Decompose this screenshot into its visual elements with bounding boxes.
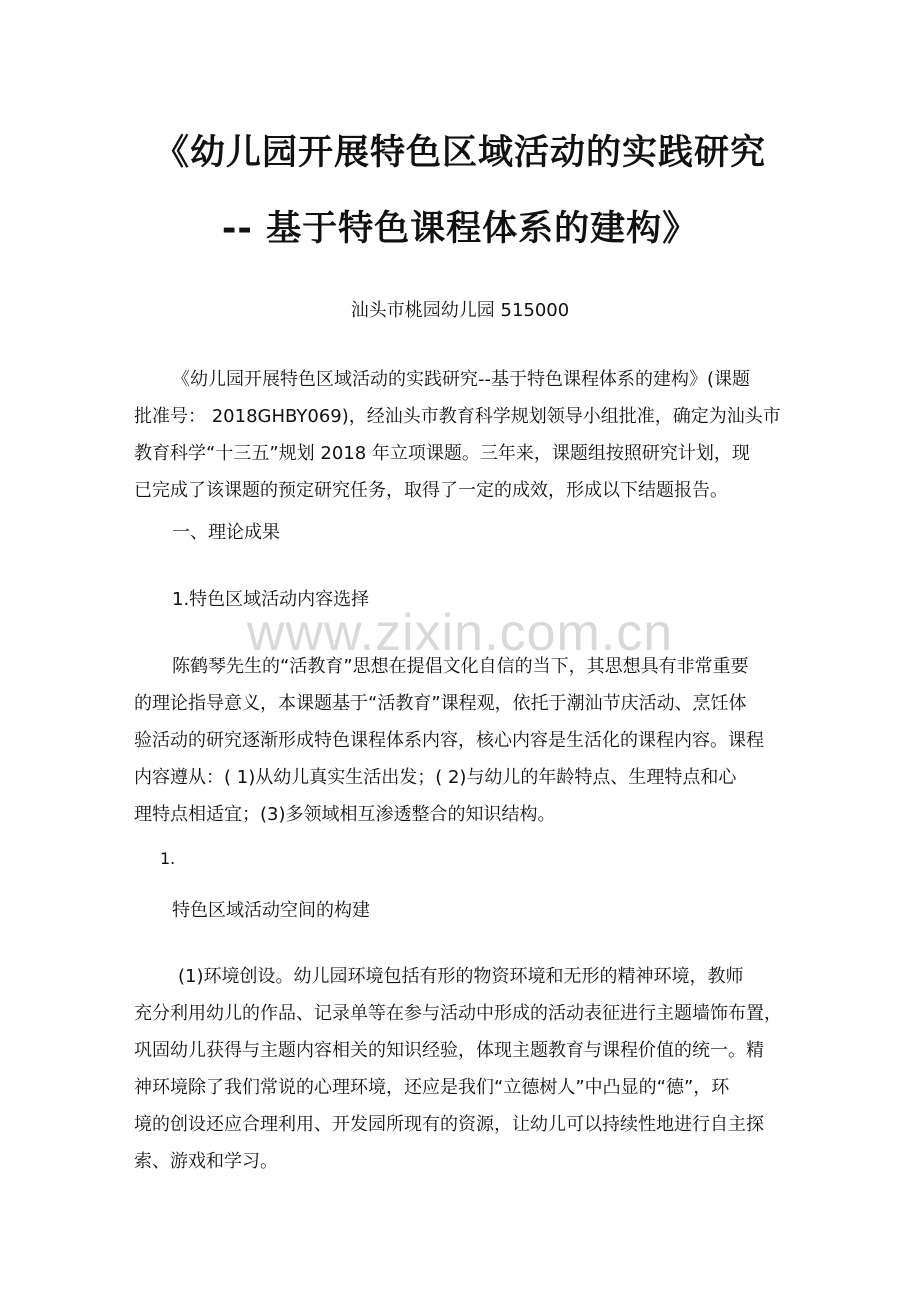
paragraph-line: 陈鹤琴先生的“活教育”思想在提倡文化自信的当下，其思想具有非常重要 <box>172 656 749 677</box>
watermark: www.zixin.com.cn <box>246 604 674 662</box>
intro-line: 教育科学“十三五”规划 2018 年立项课题。三年来，课题组按照研究计划，现 <box>134 443 750 464</box>
document-title-line-1: 《幼儿园开展特色区域活动的实践研究 <box>153 133 766 173</box>
paragraph-line: 巩固幼儿获得与主题内容相关的知识经验，体现主题教育与课程价值的统一。精 <box>134 1040 764 1061</box>
paragraph-line: 境的创设还应合理利用、开发园所现有的资源，让幼儿可以持续性地进行自主探 <box>134 1114 764 1135</box>
paragraph-line: 索、游戏和学习。 <box>134 1151 278 1172</box>
paragraph-line: 理特点相适宜；(3)多领域相互渗透整合的知识结构。 <box>134 804 556 825</box>
intro-line: 《幼儿园开展特色区域活动的实践研究--基于特色课程体系的建构》(课题 <box>172 369 751 390</box>
document-title-line-2: -- 基于特色课程体系的建构》 <box>221 209 699 249</box>
paragraph-line: 内容遵从：( 1)从幼儿真实生活出发；( 2)与幼儿的年龄特点、生理特点和心 <box>134 767 737 788</box>
list-marker: 1. <box>160 849 176 868</box>
subsection-heading: 特色区域活动空间的构建 <box>172 900 370 921</box>
paragraph-line: 充分利用幼儿的作品、记录单等在参与活动中形成的活动表征进行主题墙饰布置， <box>134 1003 782 1024</box>
author-affiliation: 汕头市桃园幼儿园 515000 <box>350 300 570 321</box>
paragraph-line: (1)环境创设。幼儿园环境包括有形的物资环境和无形的精神环境，教师 <box>178 966 744 987</box>
subsection-heading: 1.特色区域活动内容选择 <box>172 589 370 610</box>
paragraph-line: 验活动的研究逐渐形成特色课程体系内容，核心内容是生活化的课程内容。课程 <box>134 730 764 751</box>
section-heading: 一、理论成果 <box>172 522 280 543</box>
paragraph-line: 的理论指导意义，本课题基于“活教育”课程观，依托于潮汕节庆活动、烹饪体 <box>134 693 747 714</box>
intro-line: 批准号： 2018GHBY069)，经汕头市教育科学规划领导小组批准，确定为汕头市 <box>134 406 781 427</box>
intro-line: 已完成了该课题的预定研究任务，取得了一定的成效，形成以下结题报告。 <box>134 480 728 501</box>
paragraph-line: 神环境除了我们常说的心理环境，还应是我们“立德树人”中凸显的“德”，环 <box>134 1077 730 1098</box>
